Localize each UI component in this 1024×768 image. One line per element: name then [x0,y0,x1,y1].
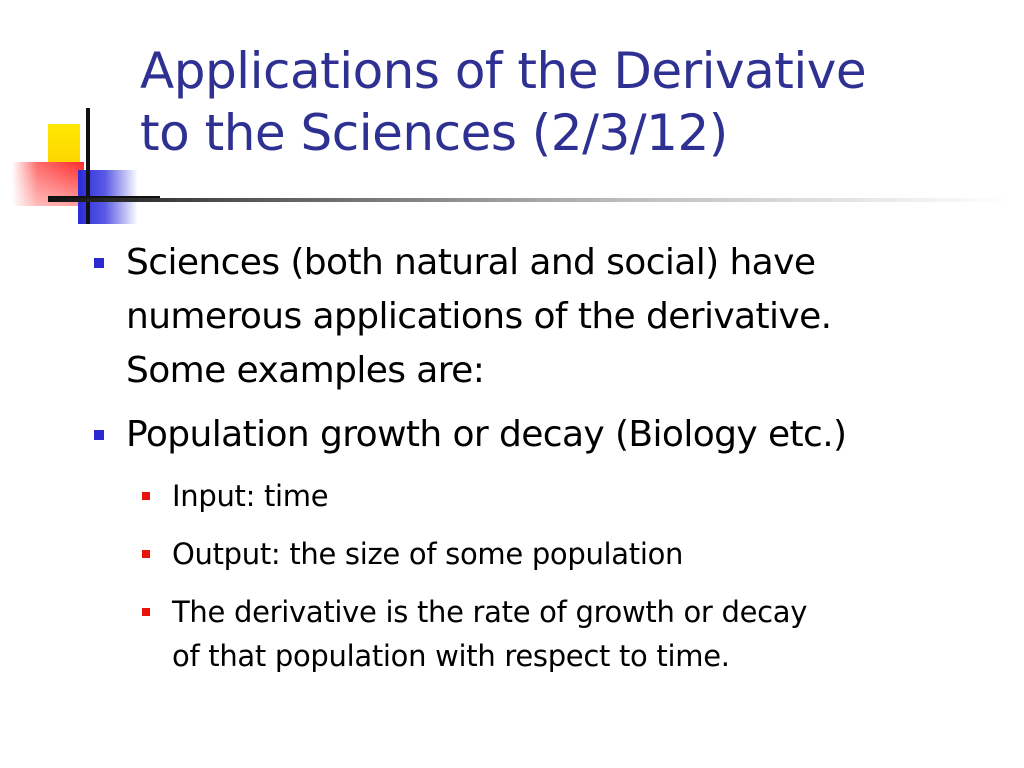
sub-bullet-input [172,474,982,518]
square-bullet-icon [142,550,150,558]
sub-bullet-text-line: Input: time [172,479,329,513]
slide-title-line-2: to the Sciences (2/3/12) [140,104,728,162]
square-bullet-icon [94,258,104,268]
bullet-text-line: numerous applications of the derivative. [126,296,832,337]
square-bullet-icon [142,492,150,500]
title-divider [48,198,1008,202]
sub-bullet-text-line: Output: the size of some population [172,537,684,571]
sub-bullet-output [172,532,982,576]
bullet-item-population [126,408,986,462]
slide-title [140,40,866,164]
slide-logo-decoration [0,100,160,230]
slide-title-line-1: Applications of the Derivative [140,42,867,100]
sub-bullet-derivative [172,590,982,678]
square-bullet-icon [142,608,150,616]
bullet-item-sciences [126,236,986,398]
bullet-text-line: Some examples are: [126,350,485,391]
bullet-text-line: Sciences (both natural and social) have [126,242,816,283]
bullet-text-line: Population growth or decay (Biology etc.) [126,414,847,455]
sub-bullet-text-line: of that population with respect to time. [172,639,730,673]
sub-bullet-text-line: The derivative is the rate of growth or decay [172,595,808,629]
square-bullet-icon [94,430,104,440]
vertical-line-decoration [86,108,90,224]
